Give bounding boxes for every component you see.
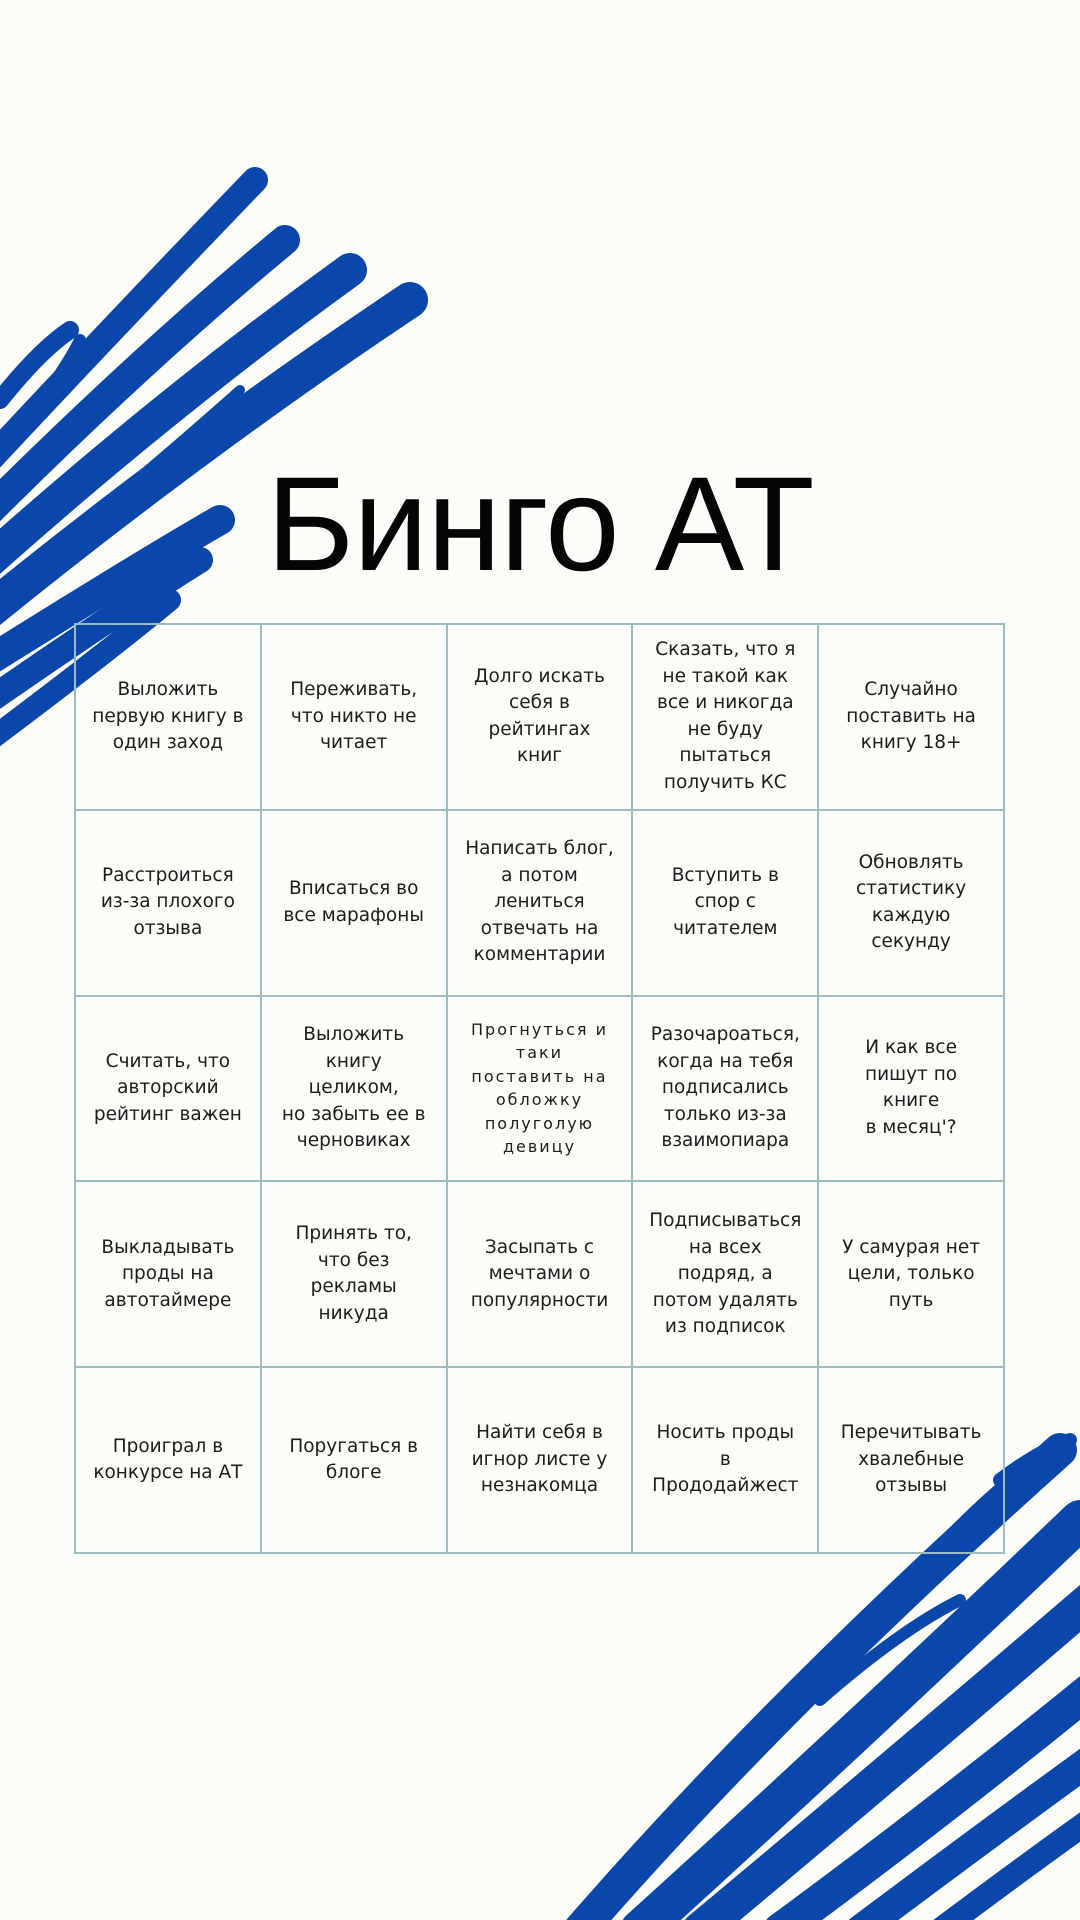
brush-stroke (640, 1520, 1080, 1920)
bingo-cell[interactable]: Носить проды в Прододайжест (632, 1367, 818, 1553)
brush-stroke (700, 1600, 1080, 1920)
bingo-cell[interactable]: У самурая нет цели, только путь (818, 1181, 1004, 1367)
brush-stroke (10, 340, 80, 440)
bingo-cell[interactable]: Вступить в спор с читателем (632, 810, 818, 996)
bingo-cell[interactable]: Разочароаться, когда на тебя подписались только из-за взаимопиара (632, 996, 818, 1182)
bingo-grid (74, 623, 1005, 1554)
bingo-cell[interactable]: Принять то, что без рекламы никуда (261, 1181, 447, 1367)
bingo-cell[interactable]: И как все пишут по книге в месяц'? (818, 996, 1004, 1182)
brush-stroke (1000, 1440, 1070, 1480)
bingo-cell[interactable]: Перечитывать хвалебные отзывы (818, 1367, 1004, 1553)
bingo-cell[interactable]: Расстроиться из-за плохого отзыва (75, 810, 261, 996)
bingo-cell[interactable]: Переживать, что никто не читает (261, 624, 447, 810)
bingo-cell[interactable]: Случайно поставить на книгу 18+ (818, 624, 1004, 810)
brush-stroke (780, 1690, 1080, 1920)
brush-stroke (860, 1760, 1080, 1920)
bingo-cell[interactable]: Вписаться во все марафоны (261, 810, 447, 996)
bingo-cell[interactable]: Подписываться на всех подряд, а потом удалять из подписок (632, 1181, 818, 1367)
bingo-cell[interactable]: Обновлять статистику каждую секунду (818, 810, 1004, 996)
bingo-cell[interactable]: Написать блог, а потом лениться отвечать на комментарии (447, 810, 633, 996)
bingo-cell[interactable]: Считать, что авторский рейтинг важен (75, 996, 261, 1182)
bingo-cell[interactable]: Выложить первую книгу в один заход (75, 624, 261, 810)
bingo-cell[interactable]: Выкладывать проды на автотаймере (75, 1181, 261, 1367)
bingo-cell[interactable]: Долго искать себя в рейтингах книг (447, 624, 633, 810)
brush-stroke (820, 1600, 960, 1700)
brush-stroke (0, 330, 70, 400)
bingo-cell[interactable]: Засыпать с мечтами о популярности (447, 1181, 633, 1367)
bingo-cell[interactable]: Найти себя в игнор листе у незнакомца (447, 1367, 633, 1553)
page-title: Бинго АТ (266, 450, 814, 599)
bingo-cell[interactable]: Выложить книгу целиком, но забыть ее в черновиках (261, 996, 447, 1182)
bingo-cell[interactable]: Сказать, что я не такой как все и никогда не буду пытаться получить КС (632, 624, 818, 810)
bingo-cell[interactable]: Прогнуться и таки поставить на обложку полуголую девицу (447, 996, 633, 1182)
brush-stroke (0, 180, 255, 470)
bingo-cell[interactable]: Поругаться в блоге (261, 1367, 447, 1553)
brush-stroke (940, 1820, 1080, 1920)
bingo-cell[interactable]: Проиграл в конкурсе на АТ (75, 1367, 261, 1553)
